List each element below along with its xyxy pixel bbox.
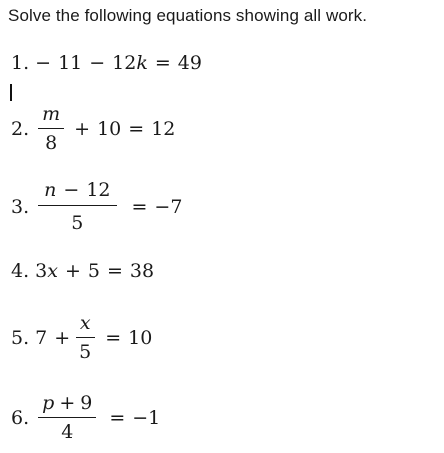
fraction-numerator: m xyxy=(38,105,64,129)
fraction-numerator: x xyxy=(76,314,95,338)
equals-sign: = xyxy=(128,117,145,140)
instructions-text: Solve the following equations showing all work. xyxy=(8,6,368,25)
fraction-numerator xyxy=(38,394,96,418)
equals-sign: = xyxy=(109,406,126,429)
right-hand-side: −1 xyxy=(132,406,161,429)
coefficient: 3 xyxy=(35,260,48,282)
equation-3 xyxy=(11,181,182,233)
fraction xyxy=(38,394,96,442)
fraction-denominator: 5 xyxy=(71,212,84,234)
fraction-denominator: 5 xyxy=(79,341,92,363)
equation-number: 4. xyxy=(11,260,30,282)
fraction-denominator: 4 xyxy=(61,421,74,443)
variable: n xyxy=(44,179,57,201)
plus-sign: + xyxy=(74,117,91,140)
constant: 11 xyxy=(58,52,83,74)
equals-sign: = xyxy=(106,260,123,282)
equation-1 xyxy=(11,54,202,73)
variable: k xyxy=(136,52,148,74)
variable: x xyxy=(47,260,58,282)
equals-sign: = xyxy=(154,52,171,74)
equation-number: 6. xyxy=(11,406,30,429)
minus-sign: − xyxy=(89,52,106,74)
minus-sign: − xyxy=(63,179,80,201)
minus-sign: − xyxy=(35,52,52,74)
right-hand-side: 12 xyxy=(151,117,176,140)
text-cursor xyxy=(10,84,12,101)
plus-sign: + xyxy=(59,392,76,414)
constant: 5 xyxy=(87,260,100,282)
right-hand-side: −7 xyxy=(154,195,183,218)
plus-sign: + xyxy=(54,326,71,349)
fraction xyxy=(75,314,95,362)
constant: 10 xyxy=(97,117,122,140)
constant: 7 xyxy=(35,326,48,349)
equation-number: 3. xyxy=(11,195,30,218)
fraction xyxy=(38,181,116,233)
equals-sign: = xyxy=(105,326,122,349)
fraction-denominator: 8 xyxy=(45,132,58,154)
equation-4 xyxy=(11,262,154,281)
equation-number: 2. xyxy=(11,117,30,140)
right-hand-side: 49 xyxy=(177,52,202,74)
equation-number: 1. xyxy=(11,52,30,74)
coefficient: 12 xyxy=(112,52,137,74)
equation-6 xyxy=(11,394,160,442)
equation-5 xyxy=(11,314,152,362)
constant: 12 xyxy=(86,179,111,201)
equation-number: 5. xyxy=(11,326,30,349)
constant: 9 xyxy=(80,392,93,414)
equation-2 xyxy=(11,105,175,153)
equals-sign: = xyxy=(131,195,148,218)
right-hand-side: 38 xyxy=(129,260,155,282)
plus-sign: + xyxy=(64,260,81,282)
fraction xyxy=(38,105,64,153)
variable: p xyxy=(42,392,55,414)
right-hand-side: 10 xyxy=(128,326,153,349)
fraction-numerator xyxy=(38,181,116,206)
